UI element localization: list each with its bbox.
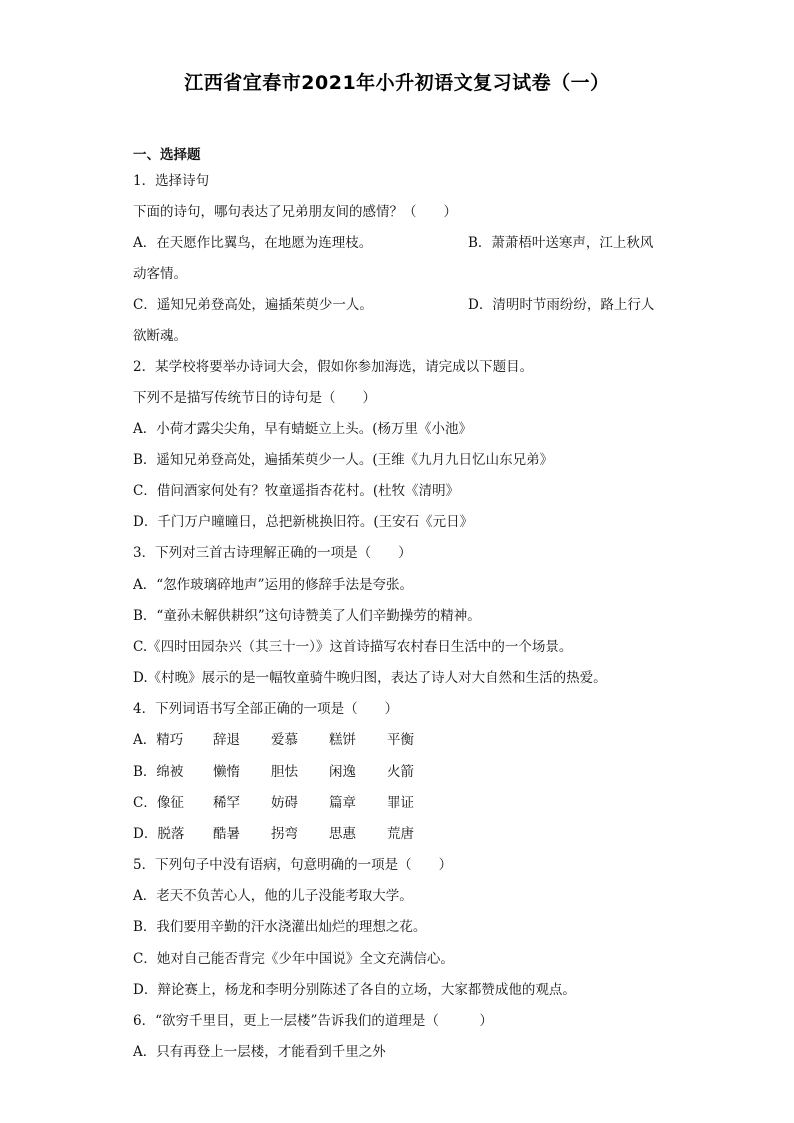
question-1-stem: 下面的诗句，哪句表达了兄弟朋友间的感情？（ ）	[133, 204, 457, 220]
word: 辞退	[213, 732, 240, 748]
question-2-option-d: D．千门万户曈曈日，总把新桃换旧符。(王安石《元日》	[133, 514, 474, 530]
question-4-option-a	[133, 731, 445, 749]
option-label: C．像征	[133, 795, 184, 811]
word: 思惠	[329, 826, 356, 842]
question-4-option-c	[133, 794, 445, 812]
word: 罪证	[387, 795, 414, 811]
question-2-stem: 下列不是描写传统节日的诗句是（ ）	[133, 390, 376, 406]
word: 爱慕	[271, 732, 298, 748]
question-3-option-a: A．“忽作玻璃碎地声”运用的修辞手法是夸张。	[133, 577, 414, 593]
word: 酷暑	[213, 826, 240, 842]
question-5-option-d: D．辩论赛上，杨龙和李明分别陈述了各自的立场，大家都赞成他的观点。	[133, 982, 576, 998]
question-3-option-d: D.《村晚》展示的是一幅牧童骑牛晚归图，表达了诗人对大自然和生活的热爱。	[133, 670, 607, 686]
question-2-option-a: A．小荷才露尖尖角，早有蜻蜓立上头。(杨万里《小池》	[133, 421, 473, 437]
question-4-option-b	[133, 763, 445, 781]
question-1-option-d-cont: 欲断魂。	[133, 328, 187, 344]
question-2-option-c: C．借问酒家何处有？牧童遥指杏花村。(杜牧《清明》	[133, 483, 460, 499]
question-3-number: 3．下列对三首古诗理解正确的一项是（ ）	[133, 545, 412, 561]
word: 火箭	[387, 764, 414, 780]
word: 糕饼	[329, 732, 356, 748]
question-6-number: 6．“欲穷千里目，更上一层楼”告诉我们的道理是（ ）	[133, 1013, 493, 1029]
word: 妨碍	[271, 795, 298, 811]
word: 拐弯	[271, 826, 298, 842]
question-1-option-d: D．清明时节雨纷纷，路上行人	[468, 297, 655, 313]
question-5-option-c: C．她对自己能否背完《少年中国说》全文充满信心。	[133, 951, 454, 967]
word: 荒唐	[387, 826, 414, 842]
word: 胆怯	[271, 764, 298, 780]
question-5-option-a: A．老天不负苦心人，他的儿子没能考取大学。	[133, 888, 413, 904]
question-3-option-c: C.《四时田园杂兴（其三十一）》这首诗描写农村春日生活中的一个场景。	[133, 639, 573, 655]
question-1-option-c: C．遥知兄弟登高处，遍插茱萸少一人。	[133, 297, 373, 313]
word: 平衡	[387, 732, 414, 748]
question-6-option-a: A．只有再登上一层楼，才能看到千里之外	[133, 1044, 386, 1060]
word: 稀罕	[213, 795, 240, 811]
question-1-option-b-cont: 动客情。	[133, 266, 187, 282]
section-heading: 一、选择题	[133, 147, 201, 163]
word: 篇章	[329, 795, 356, 811]
question-2-option-b: B．遥知兄弟登高处，遍插茱萸少一人。(王维《九月九日忆山东兄弟》	[133, 452, 554, 468]
question-3-option-b: B．“童孙未解供耕织”这句诗赞美了人们辛勤操劳的精神。	[133, 608, 481, 624]
page-title: 江西省宜春市2021年小升初语文复习试卷（一）	[184, 72, 610, 94]
option-label: D．脱落	[133, 826, 185, 842]
option-label: A．精巧	[133, 732, 184, 748]
question-5-option-b: B．我们要用辛勤的汗水浇灌出灿烂的理想之花。	[133, 919, 427, 935]
question-4-number: 4．下列词语书写全部正确的一项是（ ）	[133, 701, 399, 717]
question-1-number: 1．选择诗句	[133, 173, 210, 189]
word: 闲逸	[329, 764, 356, 780]
question-5-number: 5．下列句子中没有语病，句意明确的一项是（ ）	[133, 857, 453, 873]
word: 懒惰	[213, 764, 240, 780]
question-2-number: 2．某学校将要举办诗词大会，假如你参加海选，请完成以下题目。	[133, 359, 534, 375]
question-1-option-a: A．在天愿作比翼鸟，在地愿为连理枝。	[133, 235, 373, 251]
question-1-option-b: B．萧萧梧叶送寒声，江上秋风	[468, 235, 654, 251]
question-4-option-d	[133, 825, 445, 843]
option-label: B．绵被	[133, 764, 184, 780]
